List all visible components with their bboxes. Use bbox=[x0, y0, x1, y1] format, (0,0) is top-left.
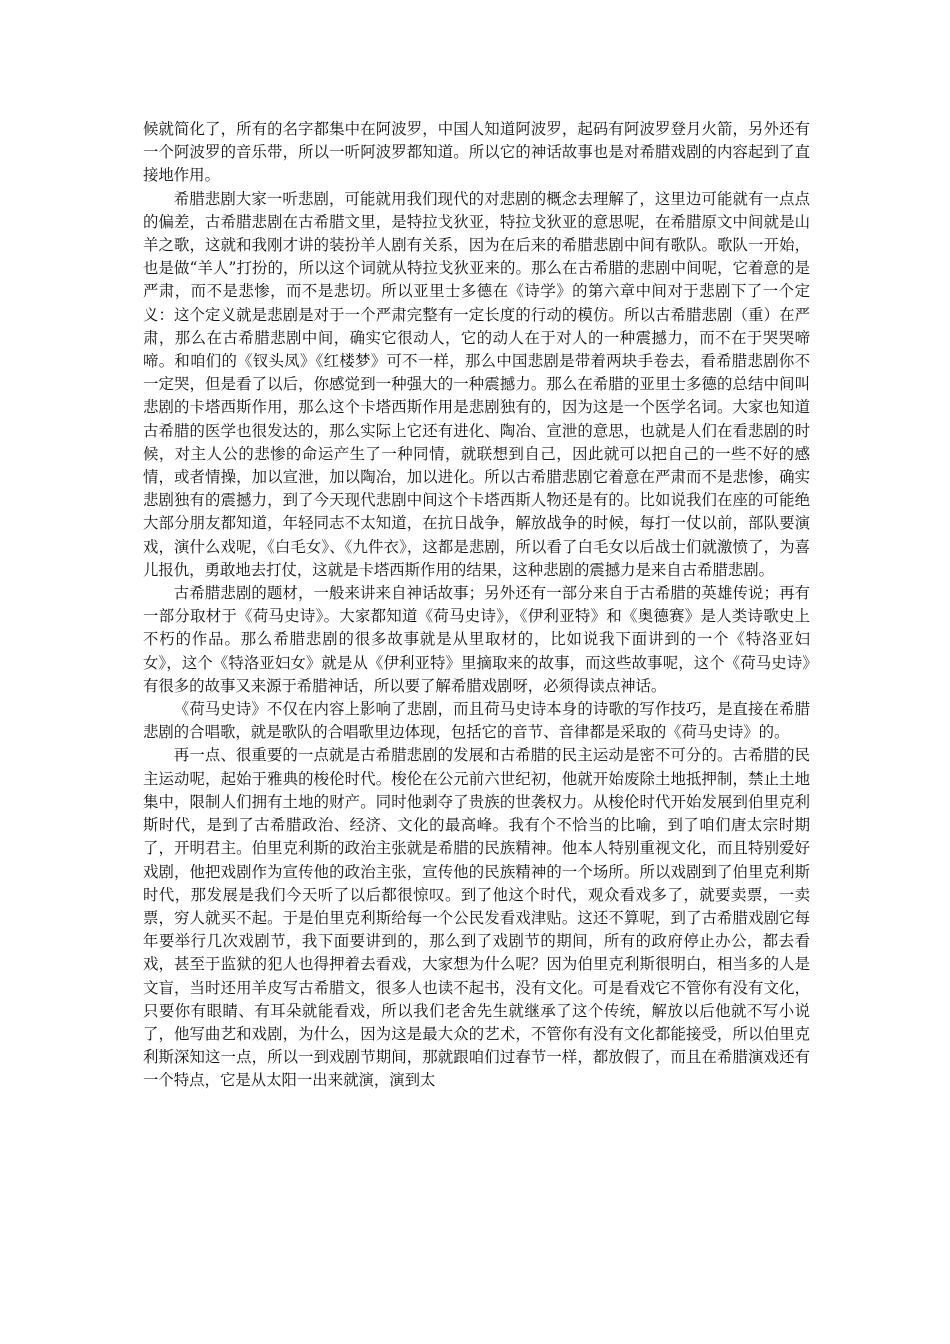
paragraph-2: 希腊悲剧大家一听悲剧，可能就用我们现代的对悲剧的概念去理解了，这里边可能就有一点点的偏差，古希腊悲剧在古希腊文里，是特拉戈狄亚，特拉戈狄亚的意思呢，在希腊原文中间就是山羊之歌，这就和我刚才讲的装扮羊人剧有关系，因为在后来的希腊悲剧中间有歌队。歌队一开始，也是做“羊人”打扮的，所以这个词就从特拉戈狄亚来的。那么在古希腊的悲剧中间呢，它着意的是严肃，而不是悲惨，而不是悲切。所以亚里士多德在《诗学》的第六章中间对于悲剧下了一个定义：这个定义就是悲剧是对于一个严肃完整有一定长度的行动的模仿。所以古希腊悲剧（重）在严肃，那么在古希腊悲剧中间，确实它很动人，它的动人在于对人的一种震撼力，而不在于哭哭啼啼。和咱们的《钗头凤》《红楼梦》可不一样，那么中国悲剧是带着两块手卷去，看希腊悲剧你不一定哭，但是看了以后，你感觉到一种强大的一种震撼力。那么在希腊的亚里士多德的总结中间叫悲剧的卡塔西斯作用，那么这个卡塔西斯作用是悲剧独有的，因为这是一个医学名词。大家也知道古希腊的医学也很发达的，那么实际上它还有进化、陶冶、宣泄的意思，也就是人们在看悲剧的时候，对主人公的悲惨的命运产生了一种同情，就联想到自己，因此就可以把自己的一些不好的感情，或者情操，加以宣泄，加以陶冶，加以进化。所以古希腊悲剧它着意在严肃而不是悲惨，确实悲剧独有的震撼力，到了今天现代悲剧中间这个卡塔西斯人物还是有的。比如说我们在座的可能绝大部分朋友都知道，年轻同志不太知道，在抗日战争，解放战争的时候，每打一仗以前，部队要演戏，演什么戏呢，《白毛女》、《九件衣》，这都是悲剧，所以看了白毛女以后战士们就激愤了，为喜儿报仇，勇敢地去打仗，这就是卡塔西斯作用的结果，这种悲剧的震撼力是来自古希腊悲剧。 bbox=[143, 189, 810, 579]
paragraph-1: 候就简化了，所有的名字都集中在阿波罗，中国人知道阿波罗，起码有阿波罗登月火箭，另外还有一个阿波罗的音乐带，所以一听阿波罗都知道。所以它的神话故事也是对希腊戏剧的内容起到了直接地作用。 bbox=[143, 120, 810, 185]
document-body bbox=[143, 118, 810, 1093]
paragraph-3: 古希腊悲剧的题材，一般来讲来自神话故事；另外还有一部分来自于古希腊的英雄传说；再有一部分取材于《荷马史诗》。大家都知道《荷马史诗》，《伊利亚特》和《奥德赛》是人类诗歌史上不朽的作品。那么希腊悲剧的很多故事就是从里取材的，比如说我下面讲到的一个《特洛亚妇女》，这个《特洛亚妇女》就是从《伊利亚特》里摘取来的故事，而这些故事呢，这个《荷马史诗》有很多的故事又来源于希腊神话，所以要了解希腊戏剧呀，必须得读点神话。 bbox=[143, 584, 810, 695]
paragraph-5: 再一点、很重要的一点就是古希腊悲剧的发展和古希腊的民主运动是密不可分的。古希腊的民主运动呢，起始于雅典的梭伦时代。梭伦在公元前六世纪初，他就开始废除土地抵押制，禁止土地集中，限制人们拥有土地的财产。同时他剥夺了贵族的世袭权力。从梭伦时代开始发展到伯里克利斯时代，是到了古希腊政治、经济、文化的最高峰。我有个不恰当的比喻，到了咱们唐太宗时期了，开明君主。伯里克利斯的政治主张就是希腊的民族精神。他本人特别重视文化，而且特别爱好戏剧，他把戏剧作为宣传他的政治主张，宣传他的民族精神的一个场所。所以戏剧到了伯里克利斯时代，那发展是我们今天听了以后都很惊叹。到了他这个时代，观众看戏多了，就要卖票，一卖票，穷人就买不起。于是伯里克利斯给每一个公民发看戏津贴。这还不算呢，到了古希腊戏剧它每年要举行几次戏剧节，我下面要讲到的，那么到了戏剧节的期间，所有的政府停止办公，都去看戏，甚至于监狱的犯人也得押着去看戏，大家想为什么呢？因为伯里克利斯很明白，相当多的人是文盲，当时还用羊皮写古希腊文，很多人也读不起书，没有文化。可是看戏它不管你有没有文化，只要你有眼睛、有耳朵就能看戏，所以我们老舍先生就继承了这个传统，解放以后他就不写小说了，他写曲艺和戏剧，为什么，因为这是最大众的艺术，不管你有没有文化都能接受，所以伯里克利斯深知这一点，所以一到戏剧节期间，那就跟咱们过春节一样，都放假了，而且在希腊演戏还有一个特点，它是从太阳一出来就演，演到太 bbox=[143, 746, 810, 1090]
paragraph-4: 《荷马史诗》不仅在内容上影响了悲剧，而且荷马史诗本身的诗歌的写作技巧，是直接在希腊悲剧的合唱歌，就是歌队的合唱歌里边体现，包括它的音节、音律都是采取的《荷马史诗》的。 bbox=[143, 700, 810, 742]
